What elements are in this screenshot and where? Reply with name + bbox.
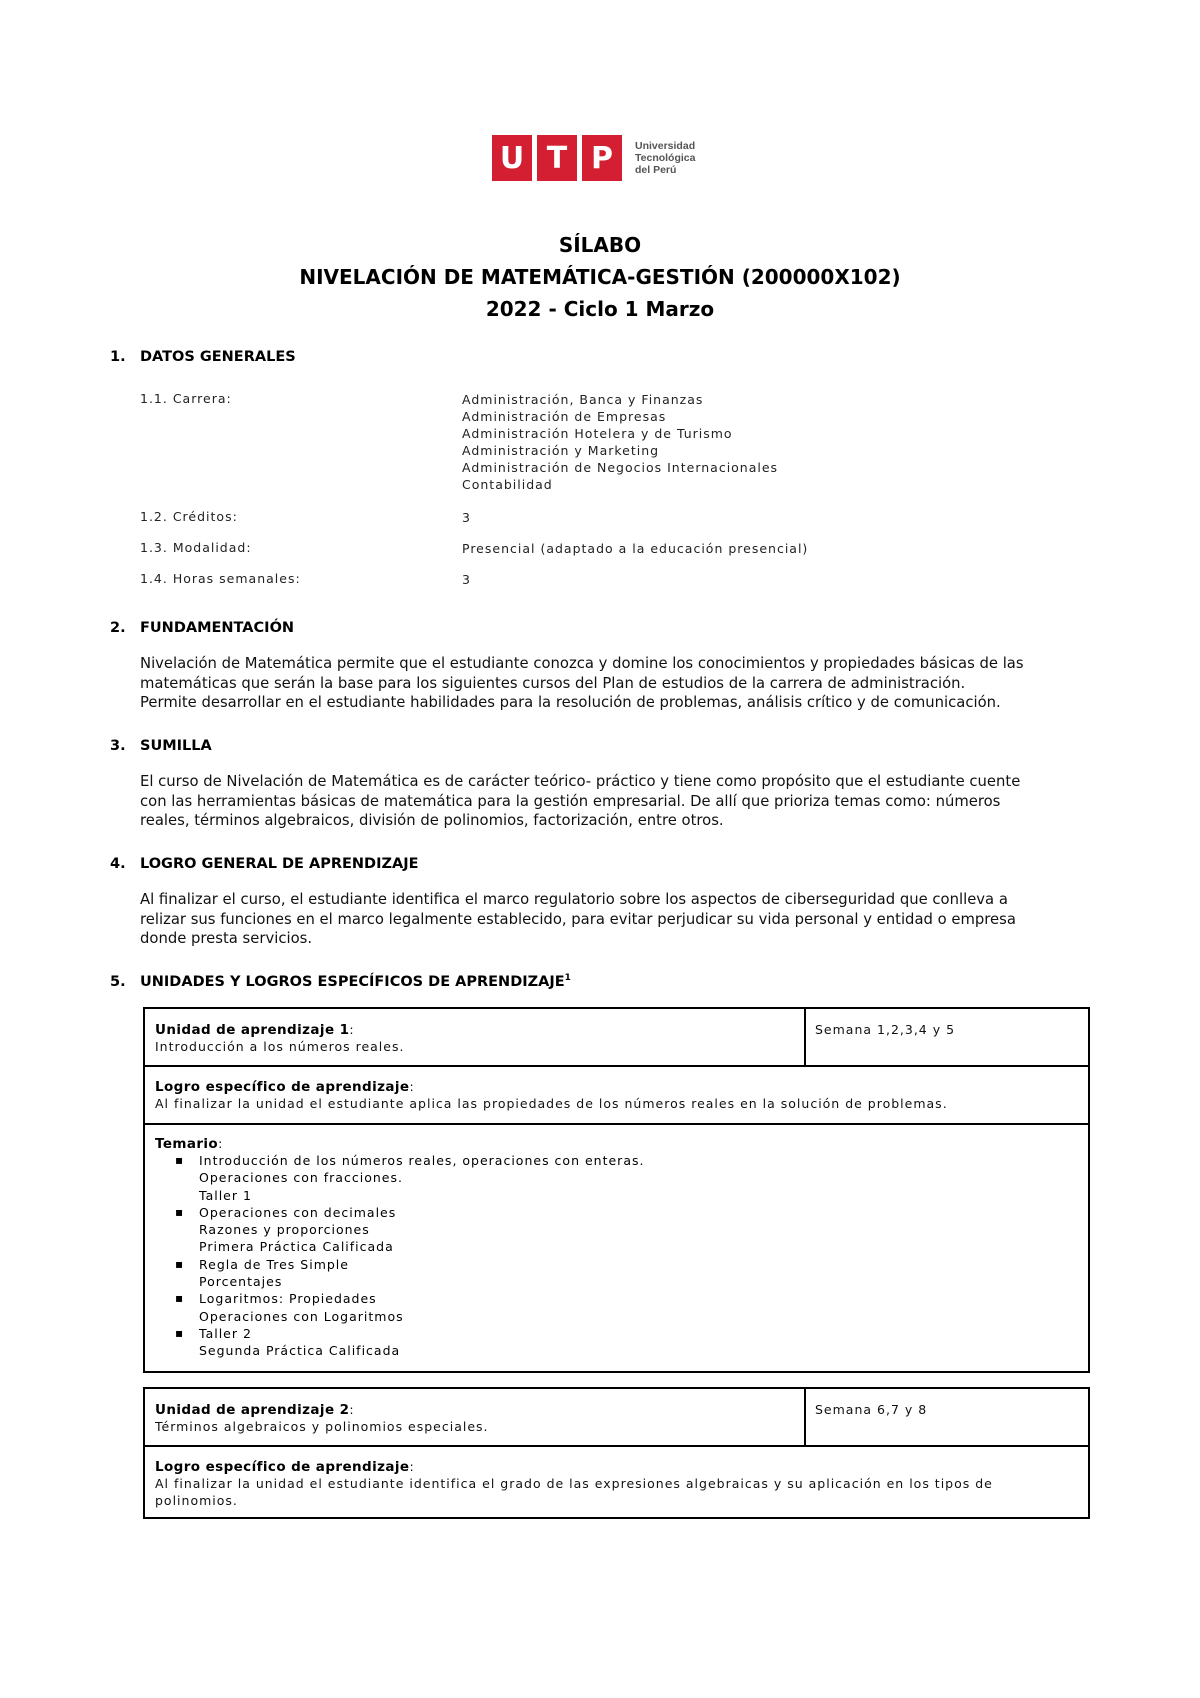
list-item: ▪ Logaritmos: Propiedades [155, 1290, 1075, 1307]
section-3-heading: 3. SUMILLA [110, 738, 212, 754]
section-4-heading: 4. LOGRO GENERAL DE APRENDIZAJE [110, 856, 419, 872]
unit-2-logro: Logro específico de aprendizaje: Al finalizar la unidad el estudiante identifica el grado de las expresiones algebraicas y su aplicación en los tipos de polinomios. [155, 1456, 1075, 1509]
logo-letter-p: P [582, 135, 622, 181]
field-label-modalidad: 1.3. Modalidad: [140, 540, 252, 555]
footnote-mark: 1 [564, 973, 571, 983]
unit-1-logro: Logro específico de aprendizaje: Al finalizar la unidad el estudiante aplica las propiedades de los números reales en la solución de problemas. [155, 1076, 1075, 1112]
unit-1-subtitle: Introducción a los números reales. [155, 1039, 405, 1054]
section-3-text: El curso de Nivelación de Matemática es de carácter teórico- práctico y tiene como propósito que el estudiante cuente con las herramientas básicas de matemática para la gestión empresarial. De allí que prioriza temas como: números reales, términos algebraicos, división de polinomios, factorización, entre otros. [140, 773, 1021, 829]
unit-2-logro-title: Logro específico de aprendizaje [155, 1459, 410, 1475]
unit-1-weeks: Semana 1,2,3,4 y 5 [815, 1022, 956, 1037]
unit-1-table [143, 1007, 1090, 1373]
list-item: Operaciones con Logaritmos [199, 1308, 404, 1324]
unit-1-topic-list [155, 1152, 1075, 1360]
list-item: ▪ Operaciones con decimales [155, 1204, 1075, 1221]
utp-logo [492, 135, 695, 181]
field-value-creditos: 3 [462, 510, 471, 525]
list-item: Primera Práctica Calificada [199, 1239, 394, 1255]
list-item: ▪ Regla de Tres Simple [155, 1256, 1075, 1273]
field-label-creditos: 1.2. Créditos: [140, 509, 238, 524]
unit-2-subtitle: Términos algebraicos y polinomios especiales. [155, 1419, 489, 1434]
unit-1-title: Unidad de aprendizaje 1 [155, 1022, 350, 1038]
logo-letter-u: U [492, 135, 532, 181]
section-2-text: Nivelación de Matemática permite que el estudiante conozca y domine los conocimientos y propiedades básicas de las matemáticas que serán la base para los siguientes cursos del Plan de estudios de la carrera de administración. Permite desarrollar en el estudiante habilidades para la resolución de problemas, análisis crítico y de comunicación. [140, 655, 1024, 711]
unit-2-logro-text-line-2: polinomios. [155, 1493, 238, 1508]
unit-2-table [143, 1387, 1090, 1519]
list-item: Segunda Práctica Calificada [199, 1343, 401, 1359]
section-2-heading: 2. FUNDAMENTACIÓN [110, 620, 295, 636]
field-value-horas: 3 [462, 572, 471, 587]
course-title: NIVELACIÓN DE MATEMÁTICA-GESTIÓN (200000X102) [299, 265, 901, 289]
list-item: Razones y proporciones [199, 1222, 370, 1238]
course-period: 2022 - Ciclo 1 Marzo [485, 297, 715, 321]
unit-1-temario: Temario: ▪ Introducción de los números reales, operaciones con enteras. Operaciones con fracciones. Taller 1 ▪ Operaciones con decimales Razones y proporciones Primera Práctica Calificada ▪ Regla de Tres Simple Porcentajes ▪ Logaritmos: Propiedades Operaciones con Logaritmos ▪ Taller 2 Segunda Práctica Calificada [155, 1133, 1075, 1360]
unit-2-header: Unidad de aprendizaje 2: Términos algebraicos y polinomios especiales. [155, 1399, 795, 1435]
section-1-heading: 1. DATOS GENERALES [110, 349, 296, 365]
list-item: Operaciones con fracciones. [199, 1170, 403, 1186]
field-value-carrera: Administración, Banca y Finanzas Administración de Empresas Administración Hotelera y de Turismo Administración y Marketing Administración de Negocios Internacionales Contabilidad [462, 392, 779, 492]
field-value-modalidad: Presencial (adaptado a la educación presencial) [462, 541, 809, 556]
unit-2-logro-text-line-1: Al finalizar la unidad el estudiante identifica el grado de las expresiones algebraicas y su aplicación en los tipos de [155, 1476, 993, 1491]
list-item: ▪ Introducción de los números reales, operaciones con enteras. [155, 1152, 1075, 1169]
unit-1-logro-text: Al finalizar la unidad el estudiante aplica las propiedades de los números reales en la solución de problemas. [155, 1096, 948, 1111]
logo-letter-t: T [537, 135, 577, 181]
section-4-text: Al finalizar el curso, el estudiante identifica el marco regulatorio sobre los aspectos de ciberseguridad que conlleva a relizar sus funciones en el marco legalmente establecido, para evitar perjudicar su vida personal y entidad o empresa donde presta servicios. [140, 891, 1016, 947]
page-title: SÍLABO [558, 233, 642, 257]
unit-1-header: Unidad de aprendizaje 1: Introducción a los números reales. [155, 1019, 795, 1055]
list-item: Taller 1 [199, 1187, 252, 1203]
logo-university-name: Universidad Tecnológica del Perú [635, 140, 696, 176]
unit-2-title: Unidad de aprendizaje 2 [155, 1402, 350, 1418]
list-item: Porcentajes [199, 1274, 283, 1290]
field-label-carrera: 1.1. Carrera: [140, 391, 232, 406]
field-label-horas: 1.4. Horas semanales: [140, 571, 301, 586]
unit-1-temario-title: Temario [155, 1136, 219, 1152]
list-item: ▪ Taller 2 [155, 1325, 1075, 1342]
unit-2-weeks: Semana 6,7 y 8 [815, 1402, 928, 1417]
section-5-heading: 5. UNIDADES Y LOGROS ESPECÍFICOS DE APRENDIZAJE$^1$ [110, 973, 571, 990]
unit-1-logro-title: Logro específico de aprendizaje [155, 1079, 410, 1095]
